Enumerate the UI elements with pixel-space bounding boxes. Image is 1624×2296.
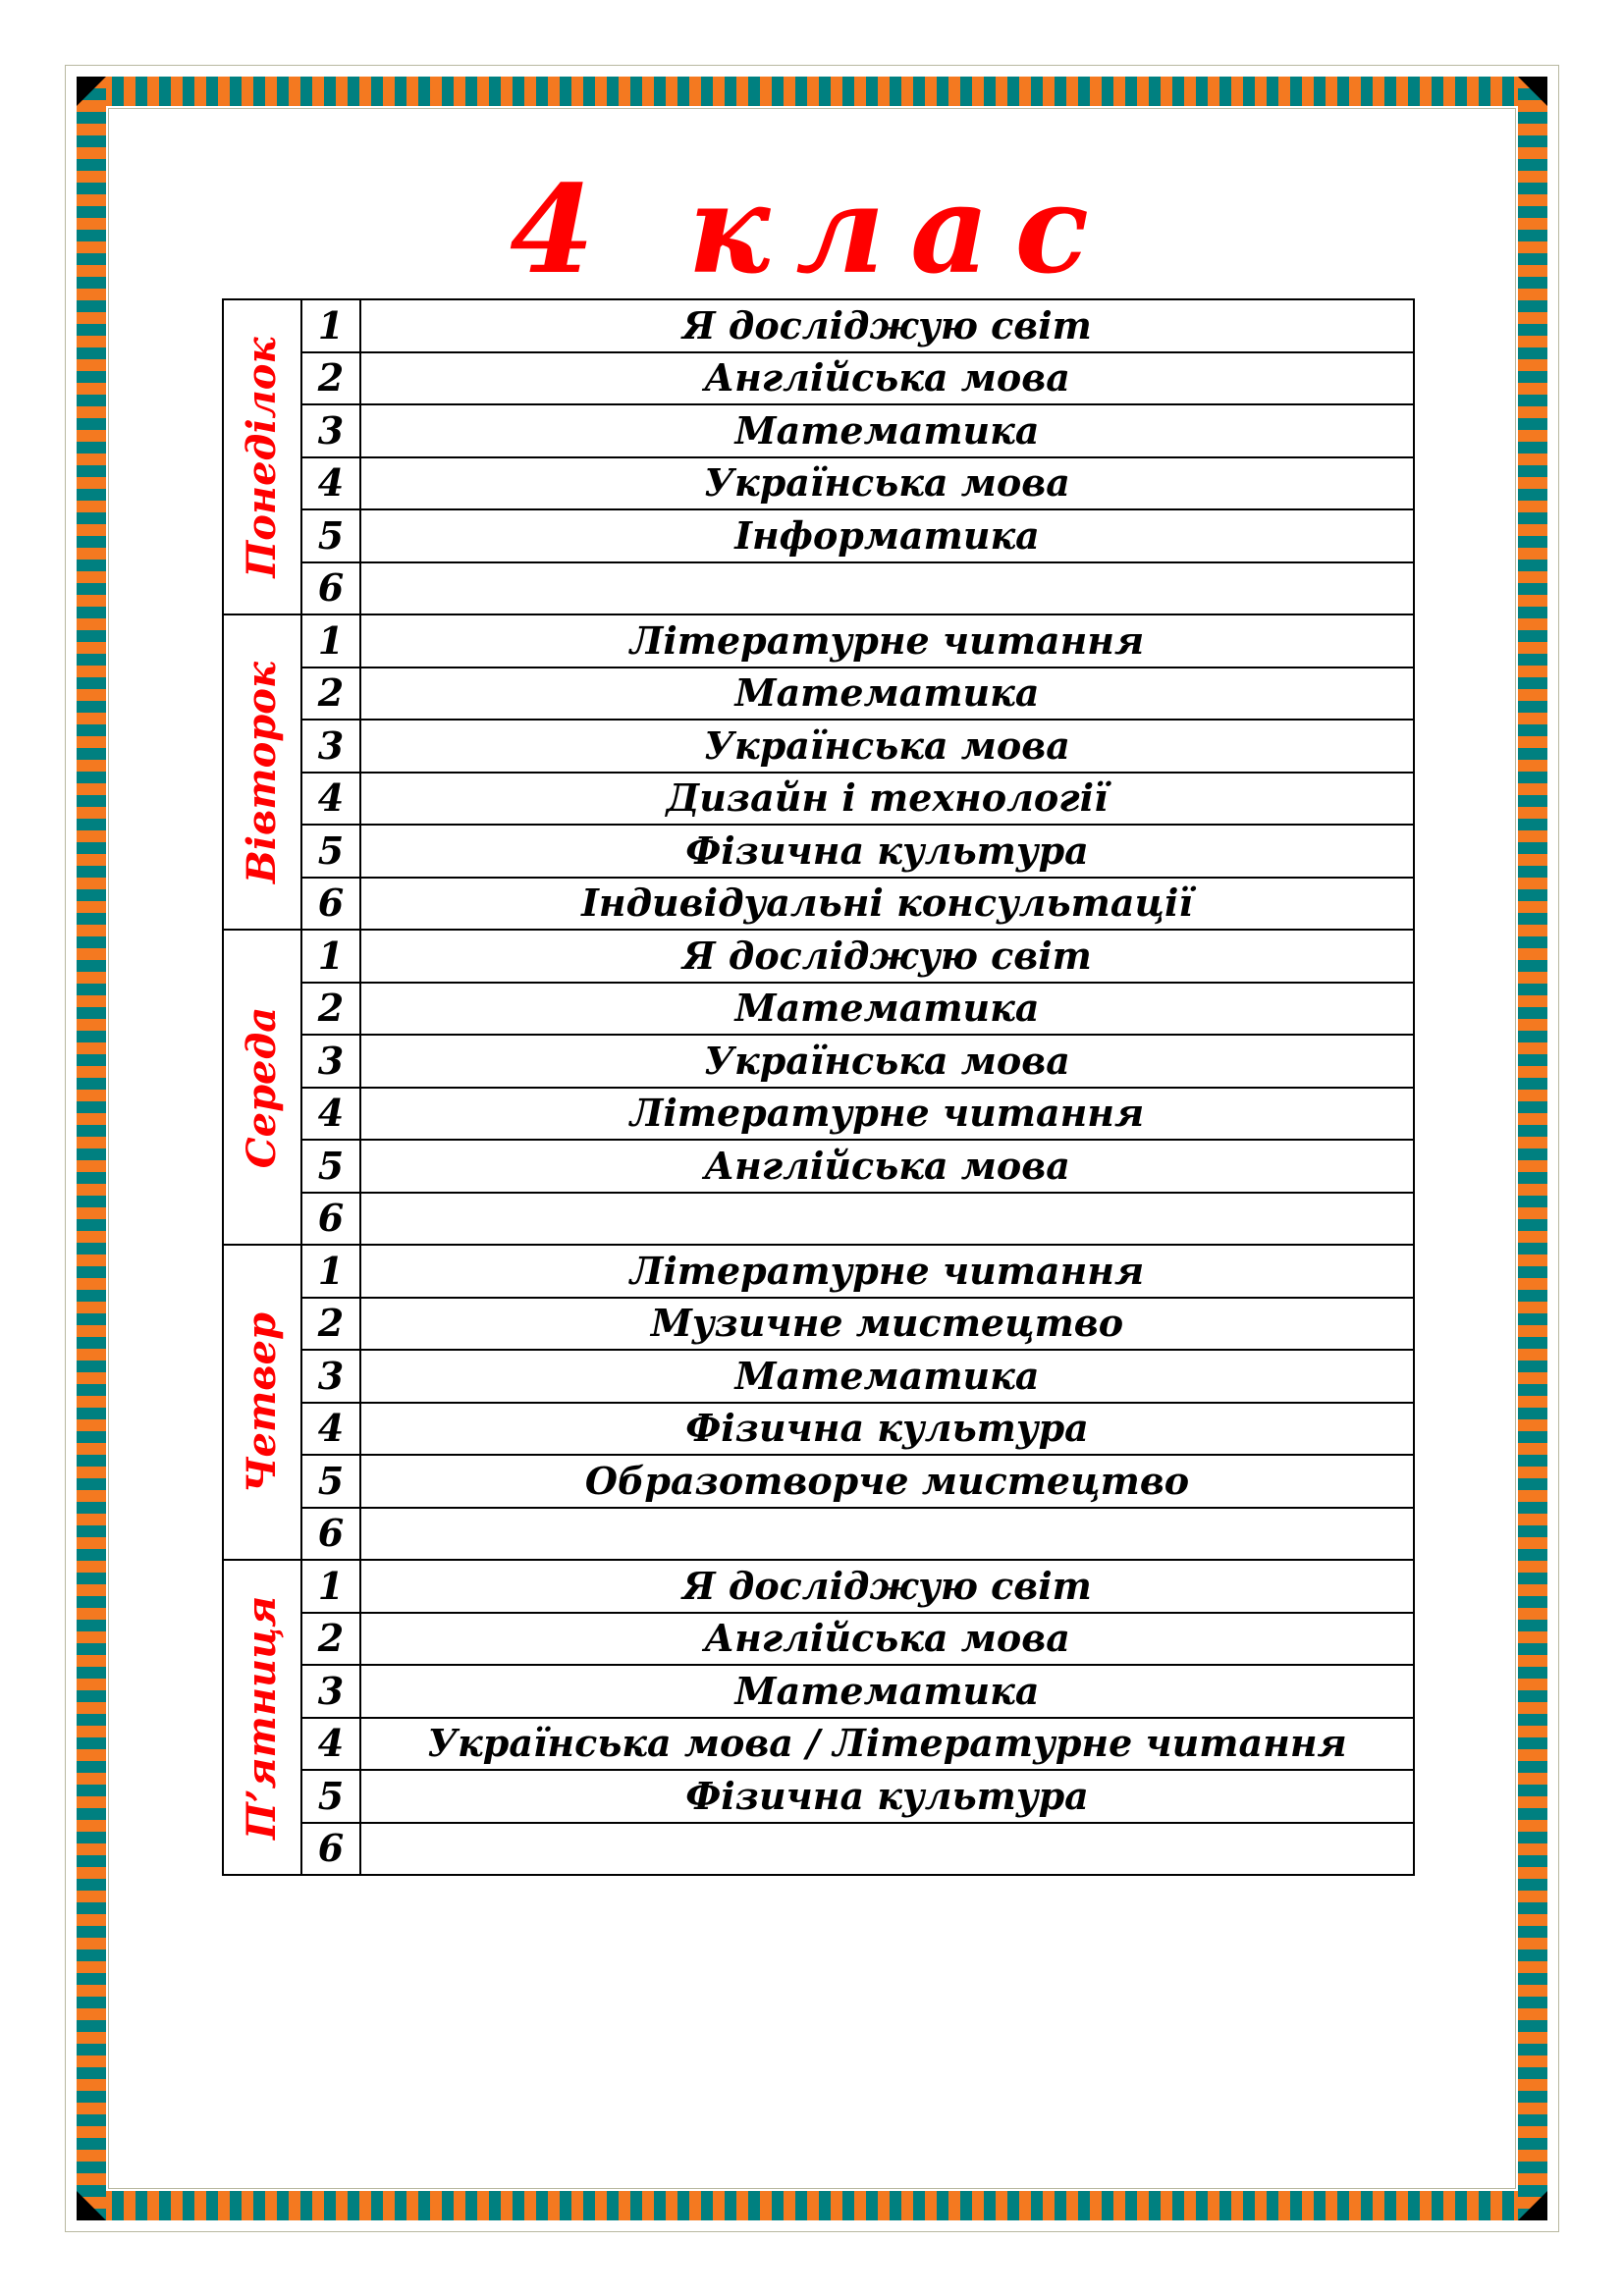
day-label: П’ятниця	[239, 1595, 285, 1840]
lesson-subject: Математика	[360, 667, 1414, 721]
lesson-subject: Українська мова	[360, 720, 1414, 773]
lesson-subject: Індивідуальні консультації	[360, 878, 1414, 931]
lesson-subject: Українська мова	[360, 457, 1414, 510]
lesson-number: 4	[301, 1088, 360, 1141]
lesson-number: 1	[301, 614, 360, 667]
day-cell	[223, 299, 301, 614]
day-cell	[223, 614, 301, 930]
lesson-number: 3	[301, 1665, 360, 1718]
border-strip-right	[1518, 77, 1547, 2220]
page-title: 4 клас	[510, 159, 1114, 301]
lesson-number: 5	[301, 825, 360, 878]
lesson-subject: Англійська мова	[360, 352, 1414, 405]
lesson-subject: Музичне мистецтво	[360, 1298, 1414, 1351]
lesson-subject	[360, 1508, 1414, 1561]
lesson-subject	[360, 1193, 1414, 1246]
lesson-subject: Англійська мова	[360, 1140, 1414, 1193]
lesson-number: 1	[301, 1245, 360, 1298]
table-row	[223, 825, 1414, 878]
day-label: Понеділок	[239, 336, 285, 578]
table-row	[223, 773, 1414, 826]
table-row	[223, 1560, 1414, 1613]
schedule-table	[222, 298, 1415, 1876]
lesson-subject	[360, 562, 1414, 615]
lesson-subject: Фізична культура	[360, 1403, 1414, 1456]
table-row	[223, 1508, 1414, 1561]
lesson-number: 3	[301, 1350, 360, 1403]
lesson-subject: Українська мова / Літературне читання	[360, 1718, 1414, 1771]
lesson-number: 2	[301, 667, 360, 721]
lesson-number: 2	[301, 1298, 360, 1351]
lesson-number: 5	[301, 1770, 360, 1823]
lesson-subject: Математика	[360, 1350, 1414, 1403]
lesson-subject: Літературне читання	[360, 614, 1414, 667]
lesson-subject: Я досліджую світ	[360, 299, 1414, 352]
lesson-number: 3	[301, 1035, 360, 1088]
table-row	[223, 1613, 1414, 1666]
table-row	[223, 457, 1414, 510]
lesson-number: 6	[301, 1823, 360, 1876]
day-cell	[223, 1560, 301, 1875]
day-label: Вівторок	[239, 661, 285, 883]
table-row	[223, 1403, 1414, 1456]
lesson-subject: Інформатика	[360, 509, 1414, 562]
table-row	[223, 404, 1414, 457]
lesson-number: 6	[301, 562, 360, 615]
border-strip-top	[77, 77, 1547, 106]
table-row	[223, 1350, 1414, 1403]
lesson-number: 2	[301, 352, 360, 405]
lesson-subject: Фізична культура	[360, 825, 1414, 878]
lesson-number: 1	[301, 299, 360, 352]
border-strip-left	[77, 77, 106, 2220]
lesson-number: 3	[301, 404, 360, 457]
lesson-number: 3	[301, 720, 360, 773]
lesson-number: 1	[301, 930, 360, 983]
lesson-number: 4	[301, 1403, 360, 1456]
lesson-number: 4	[301, 457, 360, 510]
lesson-number: 5	[301, 509, 360, 562]
table-row	[223, 1088, 1414, 1141]
lesson-number: 1	[301, 1560, 360, 1613]
lesson-subject: Я досліджую світ	[360, 930, 1414, 983]
table-row	[223, 1298, 1414, 1351]
lesson-subject: Фізична культура	[360, 1770, 1414, 1823]
lesson-subject: Я досліджую світ	[360, 1560, 1414, 1613]
lesson-number: 2	[301, 983, 360, 1036]
lesson-subject: Англійська мова	[360, 1613, 1414, 1666]
table-row	[223, 1770, 1414, 1823]
lesson-subject: Математика	[360, 983, 1414, 1036]
lesson-subject: Українська мова	[360, 1035, 1414, 1088]
table-row	[223, 1823, 1414, 1876]
table-row	[223, 930, 1414, 983]
day-cell	[223, 930, 301, 1245]
table-row	[223, 352, 1414, 405]
table-row	[223, 1140, 1414, 1193]
table-row	[223, 1035, 1414, 1088]
lesson-number: 6	[301, 1193, 360, 1246]
lesson-number: 6	[301, 1508, 360, 1561]
table-row	[223, 562, 1414, 615]
border-strip-bottom	[77, 2191, 1547, 2220]
lesson-number: 4	[301, 773, 360, 826]
schedule-body	[223, 299, 1414, 1875]
lesson-subject: Літературне читання	[360, 1245, 1414, 1298]
table-row	[223, 1665, 1414, 1718]
table-row	[223, 667, 1414, 721]
lesson-subject: Математика	[360, 1665, 1414, 1718]
day-label: Середа	[239, 1006, 285, 1168]
lesson-subject: Математика	[360, 404, 1414, 457]
table-row	[223, 1455, 1414, 1508]
day-cell	[223, 1245, 301, 1560]
day-label: Четвер	[239, 1311, 285, 1493]
lesson-subject: Літературне читання	[360, 1088, 1414, 1141]
table-row	[223, 720, 1414, 773]
lesson-number: 4	[301, 1718, 360, 1771]
table-row	[223, 1245, 1414, 1298]
lesson-number: 5	[301, 1455, 360, 1508]
lesson-subject: Дизайн і технології	[360, 773, 1414, 826]
table-row	[223, 614, 1414, 667]
table-row	[223, 1718, 1414, 1771]
lesson-subject	[360, 1823, 1414, 1876]
lesson-number: 5	[301, 1140, 360, 1193]
lesson-number: 2	[301, 1613, 360, 1666]
lesson-subject: Образотворче мистецтво	[360, 1455, 1414, 1508]
table-row	[223, 1193, 1414, 1246]
table-row	[223, 509, 1414, 562]
table-row	[223, 299, 1414, 352]
table-row	[223, 983, 1414, 1036]
table-row	[223, 878, 1414, 931]
lesson-number: 6	[301, 878, 360, 931]
